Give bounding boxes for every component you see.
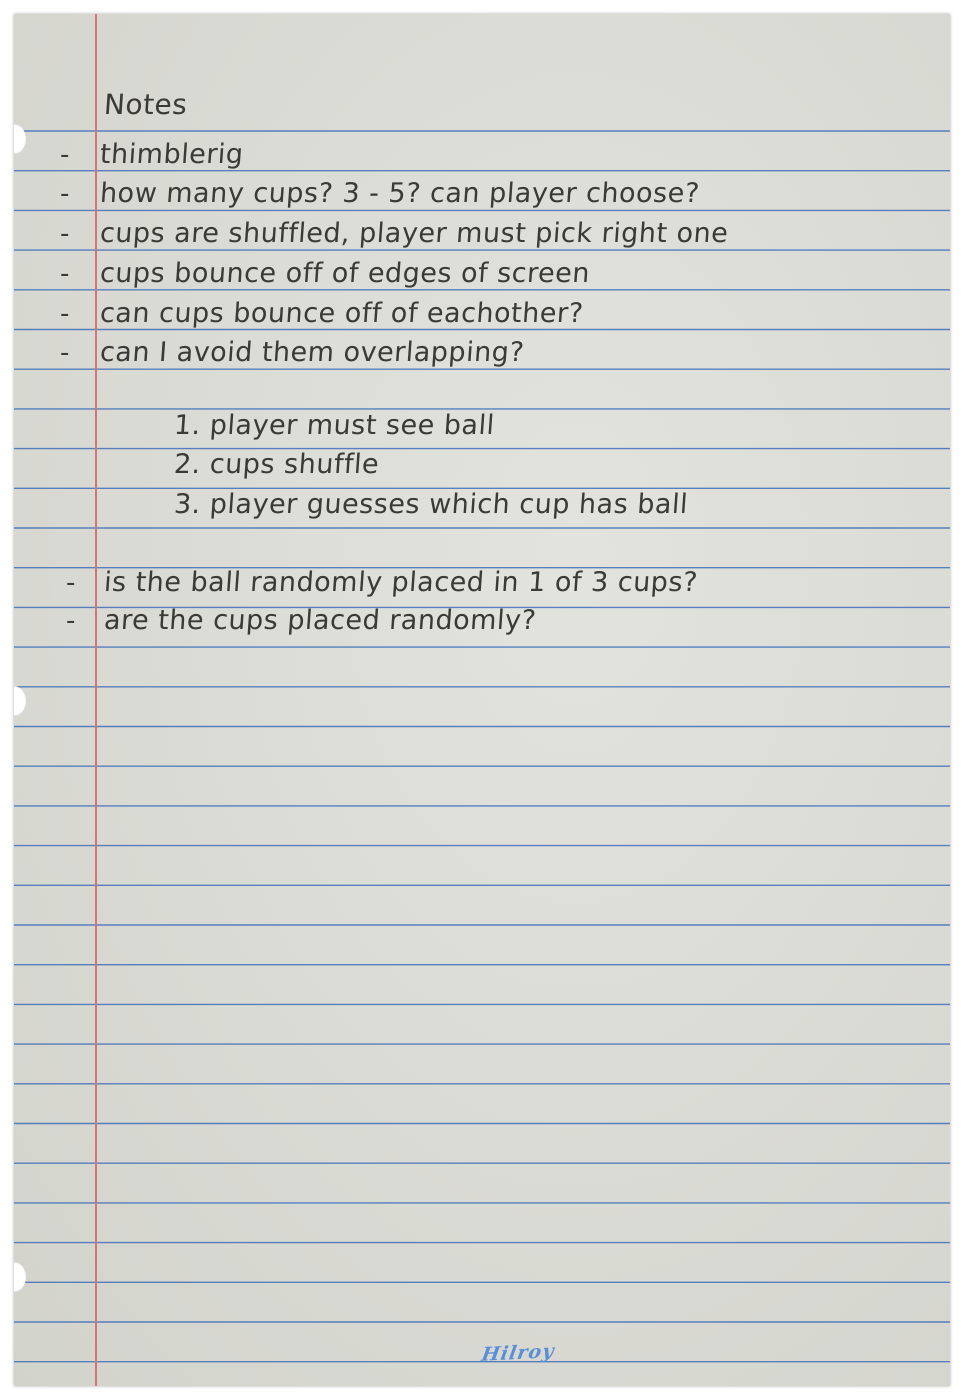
bullet-dash: - <box>66 568 76 598</box>
bullet-cups-random: are the cups placed randomly? <box>102 605 538 636</box>
brand-logo: Hilroy <box>479 1340 557 1366</box>
step-3: 3. player guesses which cup has ball <box>172 489 690 520</box>
bullet-cups-bounce-edges: cups bounce off of edges of screen <box>98 258 592 289</box>
bullet-dash: - <box>60 179 70 209</box>
notes-title: Notes <box>102 88 189 121</box>
bullet-how-many-cups: how many cups? 3 - 5? can player choose? <box>98 178 701 209</box>
bullet-dash: - <box>60 338 70 368</box>
bullet-ball-random: is the ball randomly placed in 1 of 3 cups? <box>102 567 699 598</box>
bullet-dash: - <box>60 140 70 170</box>
bullet-dash: - <box>60 259 70 289</box>
bullet-dash: - <box>60 299 70 329</box>
bullet-cups-shuffled: cups are shuffled, player must pick right one <box>98 218 730 249</box>
bullet-cups-bounce-eachother: can cups bounce off of eachother? <box>98 298 585 329</box>
bullet-dash: - <box>60 219 70 249</box>
step-2: 2. cups shuffle <box>172 449 381 480</box>
bullet-thimblerig: thimblerig <box>98 139 245 170</box>
bullet-avoid-overlapping: can I avoid them overlapping? <box>98 337 526 368</box>
bullet-dash: - <box>66 606 76 636</box>
notebook-page <box>14 14 950 1386</box>
step-1: 1. player must see ball <box>172 410 496 441</box>
